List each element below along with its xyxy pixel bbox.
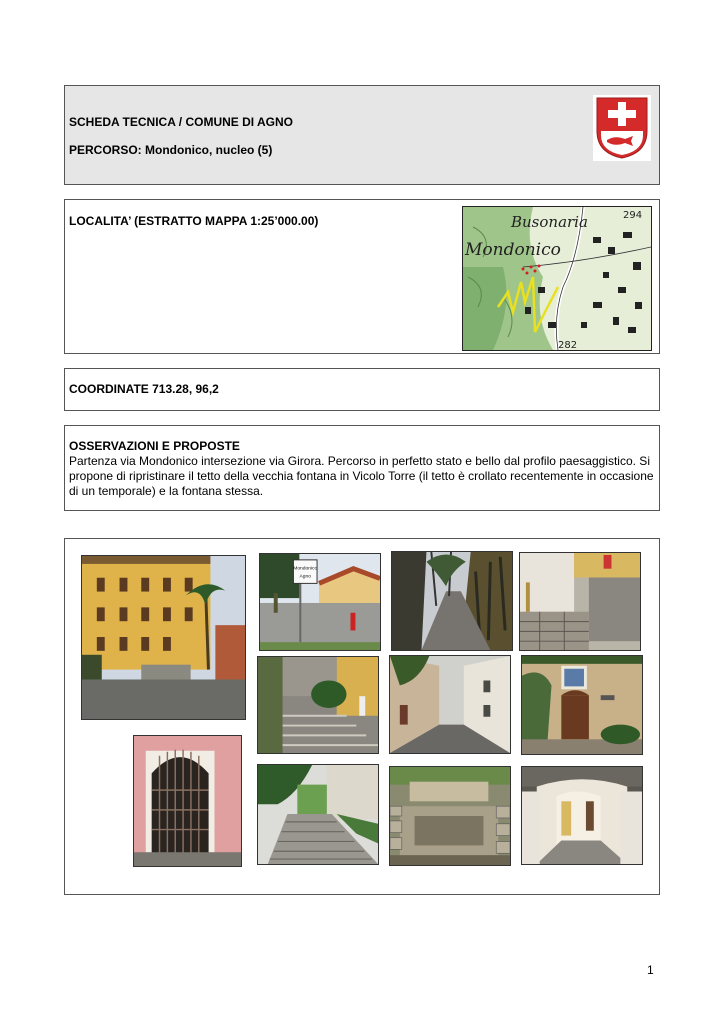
agno-coat-of-arms-icon — [593, 95, 651, 161]
map-label-elevation-282: 282 — [558, 340, 578, 350]
photo-wooden-door — [521, 655, 643, 755]
photo-arched-passage — [521, 766, 643, 865]
coordinates-text: COORDINATE 713.28, 96,2 — [69, 382, 219, 396]
location-box — [64, 199, 660, 354]
sign-text-mondonico: Mondonico — [293, 566, 318, 572]
photo-iron-gate — [133, 735, 242, 867]
map-label-busonaria: Busonaria — [511, 213, 588, 231]
observations-title: OSSERVAZIONI E PROPOSTE — [69, 439, 240, 453]
photo-old-fountain — [389, 766, 511, 866]
photo-yellow-villa — [81, 555, 246, 720]
document-title: SCHEDA TECNICA / COMUNE DI AGNO — [69, 115, 294, 129]
map-label-elevation-294: 294 — [623, 210, 643, 221]
location-title: LOCALITA’ (ESTRATTO MAPPA 1:25’000.00) — [69, 214, 319, 228]
sign-text-agno: Agno — [299, 574, 311, 580]
photo-stone-wall — [519, 552, 641, 651]
photo-wide-staircase — [257, 764, 379, 865]
photo-street-sign — [259, 553, 381, 651]
route-title: PERCORSO: Mondonico, nucleo (5) — [69, 143, 273, 157]
coordinates-box — [64, 368, 660, 411]
photos-box — [64, 538, 660, 895]
photo-wooded-road — [391, 551, 513, 651]
photo-narrow-alley — [389, 655, 511, 754]
map-extract — [462, 206, 652, 351]
observations-box — [64, 425, 660, 511]
observations-body: Partenza via Mondonico intersezione via Girora. Percorso in perfetto stato e bello dal profilo paesaggistico. Si propone di ripristinare il tetto della vecchia fontana in Vicolo Torre (il tetto è crollato recentemente in occasione di un temporale) e la fontana stessa. — [69, 454, 654, 498]
header-box — [64, 85, 660, 185]
photo-steps-bush — [257, 656, 379, 754]
page-number: 1 — [647, 963, 654, 977]
map-label-mondonico: Mondonico — [465, 240, 561, 260]
